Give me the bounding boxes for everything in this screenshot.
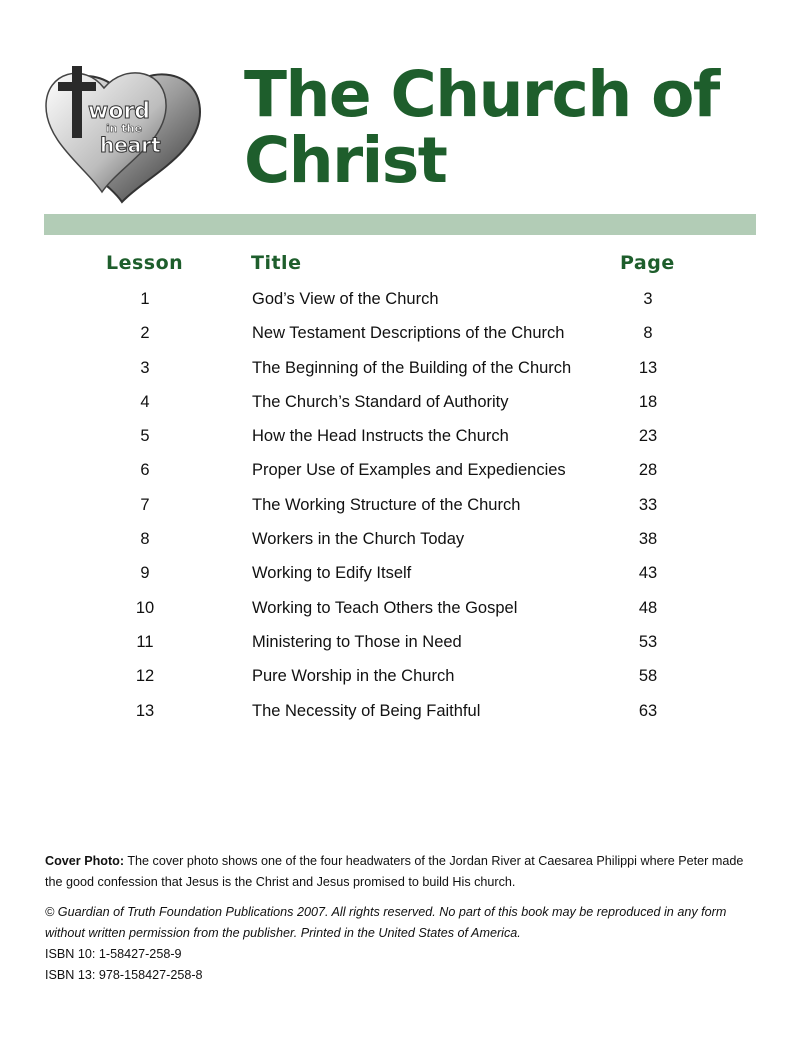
logo-heart-text: heart (100, 133, 161, 157)
table-row (0, 694, 800, 728)
lesson-page: 63 (638, 701, 658, 720)
lesson-title: Workers in the Church Today (252, 530, 465, 549)
lesson-number: 5 (140, 427, 150, 446)
lesson-page: 43 (638, 564, 658, 583)
lesson-title: Working to Edify Itself (252, 564, 412, 583)
column-header-title: Title (251, 252, 302, 274)
table-row (0, 453, 800, 487)
lesson-page: 23 (638, 427, 658, 446)
lesson-number: 7 (140, 495, 150, 514)
page-title (244, 58, 719, 197)
lesson-page: 13 (638, 358, 658, 377)
lesson-title: The Church’s Standard of Authority (252, 392, 509, 411)
lesson-number: 9 (140, 564, 150, 583)
table-row (0, 419, 800, 453)
lesson-page: 53 (638, 632, 658, 651)
logo-in-the-text: in the (106, 122, 142, 135)
isbn-10: ISBN 10: 1-58427-258-9 (45, 947, 182, 961)
lesson-number: 6 (140, 461, 150, 480)
cover-photo-label: Cover Photo: (45, 854, 125, 868)
lesson-page: 38 (638, 530, 658, 549)
cover-photo-note (45, 851, 761, 893)
page-title-line-1: The Church of (244, 58, 719, 131)
lesson-number: 11 (136, 632, 154, 651)
lesson-title: The Beginning of the Building of the Church (252, 358, 572, 377)
lesson-page: 33 (638, 495, 658, 514)
lesson-page: 8 (643, 324, 653, 343)
table-row (0, 488, 800, 522)
lesson-title: New Testament Descriptions of the Church (252, 324, 565, 343)
lesson-number: 3 (140, 358, 150, 377)
table-row (0, 625, 800, 659)
table-row (0, 556, 800, 590)
column-header-lesson: Lesson (106, 252, 184, 274)
table-row (0, 522, 800, 556)
lesson-title: The Necessity of Being Faithful (252, 701, 481, 720)
table-row (0, 351, 800, 385)
table-row (0, 316, 800, 350)
heart-cross-logo-icon (44, 56, 206, 204)
lesson-title: Proper Use of Examples and Expediencies (252, 461, 566, 480)
header-rule-bar (44, 214, 756, 235)
lessons-table (0, 282, 800, 728)
footer (45, 851, 761, 986)
lesson-title: How the Head Instructs the Church (252, 427, 509, 446)
table-row (0, 591, 800, 625)
lesson-number: 8 (140, 530, 150, 549)
lesson-title: The Working Structure of the Church (252, 495, 521, 514)
lesson-title: Ministering to Those in Need (252, 632, 462, 651)
lesson-number: 10 (135, 598, 155, 617)
lesson-title: Pure Worship in the Church (252, 667, 455, 686)
lesson-number: 2 (140, 324, 150, 343)
page-title-line-2: Christ (244, 124, 447, 197)
logo-word-text: word (88, 99, 151, 124)
lesson-page: 58 (638, 667, 658, 686)
table-row (0, 659, 800, 693)
lesson-number: 1 (140, 290, 150, 308)
lesson-title: Working to Teach Others the Gospel (252, 598, 518, 617)
column-header-page: Page (620, 252, 675, 274)
copyright-notice: © Guardian of Truth Foundation Publications 2007. All rights reserved. No part of this book may be reproduced in any form without written permission from the publisher. Printed in the United States of America. (45, 905, 727, 940)
table-row (0, 385, 800, 419)
lesson-title: God’s View of the Church (252, 290, 439, 308)
lesson-number: 13 (135, 701, 155, 720)
lesson-page: 48 (638, 598, 658, 617)
lesson-number: 12 (135, 667, 155, 686)
word-in-the-heart-logo (44, 56, 206, 204)
lesson-page: 18 (638, 392, 658, 411)
lesson-page: 3 (643, 290, 653, 308)
lesson-number: 4 (140, 392, 150, 411)
isbn-13: ISBN 13: 978-158427-258-8 (45, 968, 203, 982)
cover-photo-text: The cover photo shows one of the four headwaters of the Jordan River at Caesarea Philippi where Peter made the good confession that Jesus is the Christ and Jesus promised to build His church. (45, 854, 744, 889)
lesson-page: 28 (638, 461, 658, 480)
table-row (0, 282, 800, 316)
